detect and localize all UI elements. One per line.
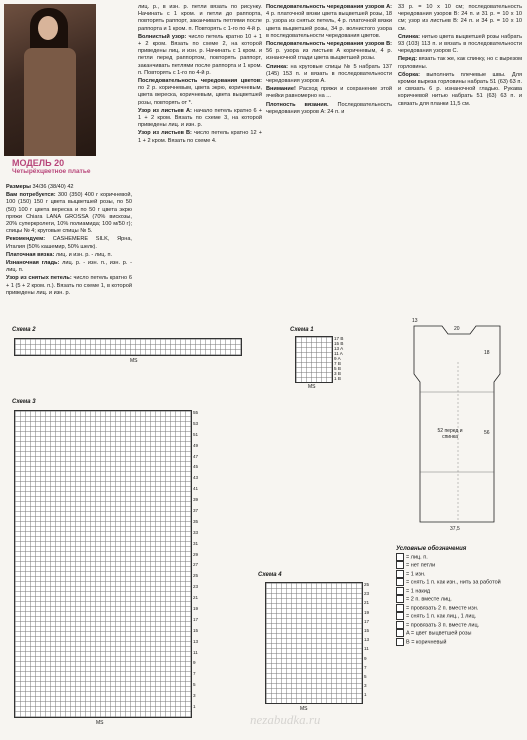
chart-row-number: 35	[193, 518, 199, 524]
legend	[396, 546, 524, 646]
paragraph-text: 300 (350) 400 г коричневой, 100 (150) 150 г цвета выцветшей розы, по 50 (50) 100 г цвета вереска и по 50 г цвета экрю пряжи Chiara LANA GROSSA (70% вискозы, 20% суперкролеги, 10% полиамида; 100 м/50 г); спицы № 4; круговые спицы № 5.	[6, 192, 132, 235]
chart-row-number: 45	[193, 464, 199, 470]
chart-row-number: 31	[193, 540, 199, 546]
chart-row-number: 5 B	[334, 366, 341, 371]
chart-row-number: 53	[193, 420, 199, 426]
legend-item	[396, 612, 524, 620]
chart-row-number: 9 A	[334, 356, 341, 361]
paragraph-text: CASHEMERE SILK, Ярна, Италия (50% кашемир, 50% шелк).	[6, 236, 132, 250]
paragraph-heading: Платочная вязка:	[6, 251, 56, 258]
pattern-dim-neck: 20	[454, 326, 460, 332]
model-subtitle: Четырёхцветное платье	[12, 168, 91, 175]
chart-row-number: 17	[364, 618, 370, 624]
legend-text: B = коричневый	[406, 638, 447, 645]
chart-row-number: 17	[193, 616, 199, 622]
legend-item	[396, 561, 524, 569]
chart-row-number: 11	[364, 646, 369, 652]
paragraph-heading: Последовательность чередования узоров B:	[266, 41, 392, 48]
legend-symbol-icon	[396, 595, 404, 603]
paragraph-text: начало петель кратно 6 + 1 + 2 кром. Вязать по схеме 3, на которой приведены лиц. и изн. р.	[138, 107, 262, 129]
model-photo	[4, 4, 96, 156]
paragraph	[266, 86, 392, 100]
legend-text: = 1 накид	[406, 588, 431, 595]
paragraph-heading: Узор из листьев B:	[138, 130, 194, 137]
paragraph-text: Расход пряжи и сохранение этой ячейки равномерно на ...	[266, 86, 392, 100]
legend-text: = провязать 2 п. вместе изн.	[406, 605, 479, 612]
chart-row-number: 3 B	[334, 371, 341, 376]
chart-title-s3: Схема 3	[12, 399, 36, 405]
chart-title-s4: Схема 4	[258, 572, 282, 578]
paragraph	[138, 108, 262, 130]
paragraph-text: Последовательность чередования узоров А: 24 п. и	[266, 101, 392, 115]
paragraph-text: число петель кратно 10 + 1 + 2 кром. Вязать по схеме 2, на которой приведены лиц. и изн. р. Начинать с 1 кром. и петли перед раппортом, повторять раппорт, заканчивать петлями после раппорта и 1 кром. п. Повторять с 1-го по 4-й р.	[138, 33, 262, 76]
chart-row-number: 9	[364, 655, 367, 661]
paragraph-heading: Внимание!	[266, 86, 300, 93]
paragraph-heading: Узор из листьев A:	[138, 107, 194, 114]
chart-row-number: 15	[364, 627, 370, 633]
paragraph-heading: Сборка:	[398, 71, 427, 78]
chart-row-number: 21	[193, 595, 199, 601]
paragraph-heading: Перед:	[398, 56, 419, 63]
chart-row-number: 19	[193, 606, 199, 612]
chart-grid-s4	[265, 582, 363, 704]
paragraph-text: число петель кратно 6 + 1 (5 + 2 кром. п.). Вязать по схеме 1, в которой приведены лиц. и изн. р.	[6, 275, 133, 296]
chart-row-number: 1 B	[334, 376, 341, 381]
legend-text: = 1 изн.	[406, 571, 426, 578]
chart-row-number: 15	[193, 627, 199, 633]
legend-symbol-icon	[396, 621, 404, 629]
paragraph-text: по 2 р. коричневым, цвета экрю, коричневым, цвета вереска, коричневым, цвета выцветшей розы, повторять от *.	[138, 85, 262, 106]
chart-row-number: 1	[193, 704, 196, 710]
paragraph	[6, 192, 132, 235]
model-title: МОДЕЛЬ 20	[12, 158, 65, 168]
paragraph	[398, 56, 522, 70]
pattern-label: 52 перед и спинка	[437, 428, 463, 440]
legend-text: = провязать 3 п. вместе лиц.	[406, 622, 480, 629]
legend-items	[396, 553, 524, 646]
chart-ms-s4: MS	[300, 706, 308, 712]
pattern-dim-height: 56	[484, 430, 490, 436]
paragraph	[398, 34, 522, 56]
paragraph	[266, 102, 392, 116]
chart-row-number: 5	[193, 682, 196, 688]
paragraph	[398, 4, 522, 33]
chart-row-number: 9	[193, 660, 196, 666]
paragraph-text: выполнить плечевые швы. Для кромки выреза горловины набрать 51 (63) 63 п. и связать 6 р. изнаночной гладью. Рукава коричневой нитью набрать 51 (63) 63 п. и связать для планки 11,5 см.	[398, 71, 522, 107]
chart-row-number: 3	[193, 693, 196, 699]
legend-symbol-icon	[396, 629, 404, 637]
paragraph-text: вязать так же, как спинку, но с вырезом горловины.	[398, 56, 522, 70]
legend-text: A = цвет выцветшей розы	[406, 630, 472, 637]
legend-symbol-icon	[396, 638, 404, 646]
chart-ms-s1: MS	[308, 384, 316, 390]
pattern-dim-width: 37,5	[450, 526, 460, 532]
paragraph	[6, 260, 132, 274]
chart-rows-s4	[364, 582, 369, 701]
paragraph-text: лиц. р. - изн. п., изн. р. - лиц. п.	[6, 260, 132, 274]
paragraph-text: 56 р. узора из листьев A коричневым, 4 р. изнаночной глади цвета выцветшей розы.	[266, 48, 392, 62]
paragraph-heading: Спинка:	[266, 63, 291, 70]
chart-grid-s3	[14, 410, 192, 718]
chart-row-number: 29	[193, 551, 199, 557]
chart-row-number: 23	[193, 584, 199, 590]
chart-grid-s1	[295, 336, 333, 383]
model-face	[38, 16, 58, 40]
paragraph-text: число петель кратно 12 + 1 + 2 кром. Вязать по схеме 4.	[138, 130, 262, 144]
chart-rows-s1	[334, 336, 343, 381]
paragraph-text: 34/36 (38/40) 42	[32, 184, 74, 190]
chart-row-number: 37	[193, 508, 199, 514]
paragraph	[266, 4, 392, 40]
chart-ms-s2: MS	[130, 358, 138, 364]
text-column-1	[6, 184, 132, 298]
legend-item	[396, 553, 524, 561]
chart-row-number: 15 B	[334, 341, 344, 346]
paragraph-text: 4 р. платочной вязки цвета выцветшей розы, 18 р. узора из снятых петель, 4 р. платочной вязки цвета выцветшей розы, 34 р. волнистого узора в последовательности чередования цветов.	[266, 11, 392, 39]
legend-title: Условные обозначения	[396, 546, 467, 552]
paragraph	[138, 130, 262, 144]
legend-symbol-icon	[396, 612, 404, 620]
paragraph	[6, 236, 132, 250]
chart-row-number: 23	[364, 591, 370, 597]
chart-rows-s3	[193, 410, 198, 715]
chart-row-number: 19	[364, 609, 370, 615]
chart-row-number: 21	[364, 600, 370, 606]
paragraph	[138, 4, 262, 33]
chart-grid-s2	[14, 338, 242, 356]
chart-row-number: 1	[364, 692, 367, 698]
legend-text: = нет петли	[406, 562, 436, 569]
chart-title-s1: Схема 1	[290, 327, 314, 333]
chart-row-number: 49	[193, 442, 199, 448]
chart-row-number: 13	[364, 637, 370, 643]
paragraph-heading: Рекомендуем:	[6, 236, 53, 243]
chart-row-number: 41	[193, 486, 199, 492]
legend-symbol-icon	[396, 587, 404, 595]
paragraph	[398, 72, 522, 108]
chart-row-number: 17 B	[334, 336, 344, 341]
chart-row-number: 7	[193, 671, 196, 677]
chart-row-number: 47	[193, 453, 199, 459]
legend-item	[396, 570, 524, 578]
paragraph	[6, 252, 132, 259]
legend-text: = снять 1 п. как изн., нить за работой	[406, 579, 501, 586]
pattern-dim-shoulder: 13	[412, 318, 418, 324]
legend-item	[396, 595, 524, 603]
chart-row-number: 27	[193, 562, 199, 568]
paragraph-text: нитью цвета выцветшей розы набрать 93 (103) 113 п. и вязать в последовательности чередования узоров С.	[398, 33, 522, 55]
chart-row-number: 13	[193, 638, 199, 644]
chart-row-number: 11	[193, 649, 198, 655]
legend-item	[396, 604, 524, 612]
text-column-3	[266, 4, 392, 117]
legend-item	[396, 629, 524, 637]
chart-row-number: 39	[193, 497, 199, 503]
watermark: nezabudka.ru	[250, 712, 321, 727]
paragraph-text: лиц. и изн. р. - лиц. п.	[55, 251, 113, 258]
paragraph-heading: Спинка:	[398, 33, 422, 40]
chart-row-number: 11 A	[334, 351, 343, 356]
paragraph	[138, 34, 262, 77]
paragraph-heading: Изнаночная гладь:	[6, 260, 63, 267]
chart-ms-s3: MS	[96, 720, 104, 726]
legend-symbol-icon	[396, 561, 404, 569]
paragraph	[138, 78, 262, 107]
legend-text: = 2 п. вместе лиц.	[406, 596, 452, 603]
paragraph-text: лиц. р., в изн. р. петли вязать по рисунку. Начинать с 1 кром. и петли до раппорта, повторять раппорт, заканчивать петлями после раппорта и 1 кром. п. Повторять с 1-го по 4-й р.	[138, 4, 262, 32]
legend-text: = лиц. п.	[406, 554, 428, 561]
chart-row-number: 33	[193, 529, 199, 535]
paragraph	[266, 64, 392, 86]
chart-row-number: 7	[364, 664, 367, 670]
legend-symbol-icon	[396, 570, 404, 578]
paragraph-heading: Последовательность чередования цветов:	[138, 78, 262, 85]
chart-row-number: 7 B	[334, 361, 341, 366]
paragraph	[266, 41, 392, 63]
model-dress	[24, 48, 76, 156]
chart-row-number: 25	[193, 573, 199, 579]
pattern-dim-upper: 18	[484, 350, 490, 356]
legend-symbol-icon	[396, 578, 404, 586]
legend-item	[396, 587, 524, 595]
paragraph-text: 33 р. = 10 х 10 см; последовательность чередования узоров B: 24 п. и 31 р. = 10 х 10 см; узор из листьев B: 24 п. и 34 р. = 10 х 10 см.	[398, 4, 522, 32]
chart-row-number: 13 A	[334, 346, 344, 351]
chart-row-number: 3	[364, 683, 367, 689]
legend-text: = снять 1 п. как лиц., 1 лиц.	[406, 613, 477, 620]
chart-row-number: 5	[364, 673, 367, 679]
legend-item	[396, 621, 524, 629]
paragraph-text: на круговые спицы № 5 набрать 137 (145) 153 п. и вязать в последовательности чередования узоров А.	[266, 63, 392, 85]
legend-symbol-icon	[396, 553, 404, 561]
text-column-2	[138, 4, 262, 146]
paragraph-heading: Последовательность чередования узоров A:	[266, 4, 392, 10]
paragraph	[6, 184, 132, 191]
paragraph-heading: Узор из снятых петель:	[6, 275, 74, 282]
chart-row-number: 51	[193, 431, 199, 437]
chart-row-number: 25	[364, 582, 370, 587]
legend-item	[396, 578, 524, 586]
paragraph-heading: Волнистый узор:	[138, 33, 189, 40]
legend-item	[396, 638, 524, 646]
paragraph-heading: Вам потребуется:	[6, 192, 58, 199]
chart-title-s2: Схема 2	[12, 327, 36, 333]
legend-symbol-icon	[396, 604, 404, 612]
paragraph-heading: Размеры	[6, 184, 33, 190]
chart-row-number: 43	[193, 475, 199, 481]
paragraph	[6, 275, 132, 297]
text-column-4	[398, 4, 522, 109]
chart-row-number: 55	[193, 410, 199, 415]
paragraph-heading: Плотность вязания.	[266, 101, 338, 108]
